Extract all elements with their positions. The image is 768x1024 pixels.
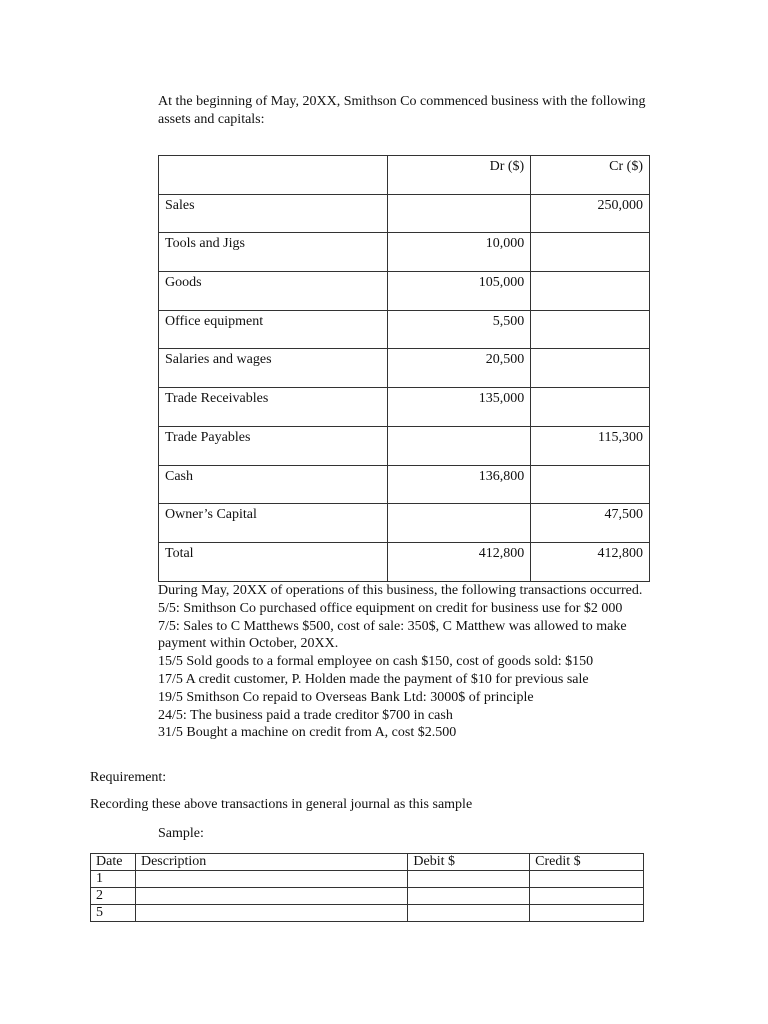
- cell-cr: [531, 310, 650, 349]
- cell-dr: [388, 426, 531, 465]
- cell-dr: 135,000: [388, 388, 531, 427]
- cell-account: Salaries and wages: [159, 349, 388, 388]
- table-row: [91, 905, 644, 922]
- header-cr: Cr ($): [531, 156, 650, 195]
- header-credit: Credit $: [530, 854, 644, 871]
- table-header-row: [91, 854, 644, 871]
- cell-cr: 250,000: [531, 194, 650, 233]
- transaction-item: 24/5: The business paid a trade creditor $700 in cash: [158, 707, 453, 723]
- table-row: [91, 871, 644, 888]
- opening-balance-table: [158, 155, 650, 582]
- cell: 1: [91, 871, 136, 888]
- requirement-text: Recording these above transactions in general journal as this sample: [90, 797, 473, 812]
- cell: [530, 905, 644, 922]
- table-row: [159, 504, 650, 543]
- cell-account: Cash: [159, 465, 388, 504]
- table-row: [159, 465, 650, 504]
- cell: [530, 888, 644, 905]
- cell-account: Trade Receivables: [159, 388, 388, 427]
- cell-account: Total: [159, 542, 388, 581]
- table-row: [159, 542, 650, 581]
- transactions-heading: During May, 20XX of operations of this business, the following transactions occurred.: [158, 583, 643, 598]
- table-row: [159, 388, 650, 427]
- transaction-item: 7/5: Sales to C Matthews $500, cost of sale: 350$, C Matthew was allowed to make payment within October, 20XX.: [158, 618, 627, 652]
- cell-cr: [531, 349, 650, 388]
- header-account: [159, 156, 388, 195]
- cell-dr: [388, 504, 531, 543]
- header-dr: Dr ($): [388, 156, 531, 195]
- cell-account: Trade Payables: [159, 426, 388, 465]
- table-row: [91, 888, 644, 905]
- transaction-item: 31/5 Bought a machine on credit from A, cost $2.500: [158, 725, 457, 741]
- table-row: [159, 194, 650, 233]
- cell: [408, 871, 530, 888]
- cell-dr: 105,000: [388, 272, 531, 311]
- table-row: [159, 426, 650, 465]
- intro-paragraph: At the beginning of May, 20XX, Smithson Co commenced business with the following assets and capitals:: [158, 94, 646, 127]
- table-row: [159, 349, 650, 388]
- table-row: [159, 272, 650, 311]
- cell-cr: 412,800: [531, 542, 650, 581]
- table-row: [159, 310, 650, 349]
- cell-dr: 5,500: [388, 310, 531, 349]
- sample-journal-table: [90, 853, 644, 922]
- table-row: [159, 233, 650, 272]
- cell-cr: 115,300: [531, 426, 650, 465]
- transaction-item: 17/5 A credit customer, P. Holden made the payment of $10 for previous sale: [158, 671, 589, 687]
- header-debit: Debit $: [408, 854, 530, 871]
- transaction-item: 5/5: Smithson Co purchased office equipment on credit for business use for $2 000: [158, 600, 623, 616]
- cell-dr: 20,500: [388, 349, 531, 388]
- cell-dr: [388, 194, 531, 233]
- transaction-item: 15/5 Sold goods to a formal employee on cash $150, cost of goods sold: $150: [158, 654, 594, 670]
- cell-dr: 136,800: [388, 465, 531, 504]
- sample-label: Sample:: [158, 826, 204, 841]
- table-header-row: [159, 156, 650, 195]
- cell: [408, 905, 530, 922]
- cell: [135, 888, 407, 905]
- cell-cr: [531, 233, 650, 272]
- cell-account: Tools and Jigs: [159, 233, 388, 272]
- cell: [408, 888, 530, 905]
- cell-account: Owner’s Capital: [159, 504, 388, 543]
- cell: [530, 871, 644, 888]
- cell: 5: [91, 905, 136, 922]
- cell-account: Sales: [159, 194, 388, 233]
- cell-dr: 412,800: [388, 542, 531, 581]
- header-date: Date: [91, 854, 136, 871]
- cell-account: Office equipment: [159, 310, 388, 349]
- cell-cr: 47,500: [531, 504, 650, 543]
- transaction-item: 19/5 Smithson Co repaid to Overseas Bank Ltd: 3000$ of principle: [158, 689, 534, 705]
- cell-cr: [531, 272, 650, 311]
- header-description: Description: [135, 854, 407, 871]
- cell-cr: [531, 388, 650, 427]
- cell-dr: 10,000: [388, 233, 531, 272]
- cell-account: Goods: [159, 272, 388, 311]
- cell: [135, 871, 407, 888]
- cell: 2: [91, 888, 136, 905]
- cell: [135, 905, 407, 922]
- cell-cr: [531, 465, 650, 504]
- transactions-list: [158, 582, 678, 742]
- requirement-label: Requirement:: [90, 770, 167, 785]
